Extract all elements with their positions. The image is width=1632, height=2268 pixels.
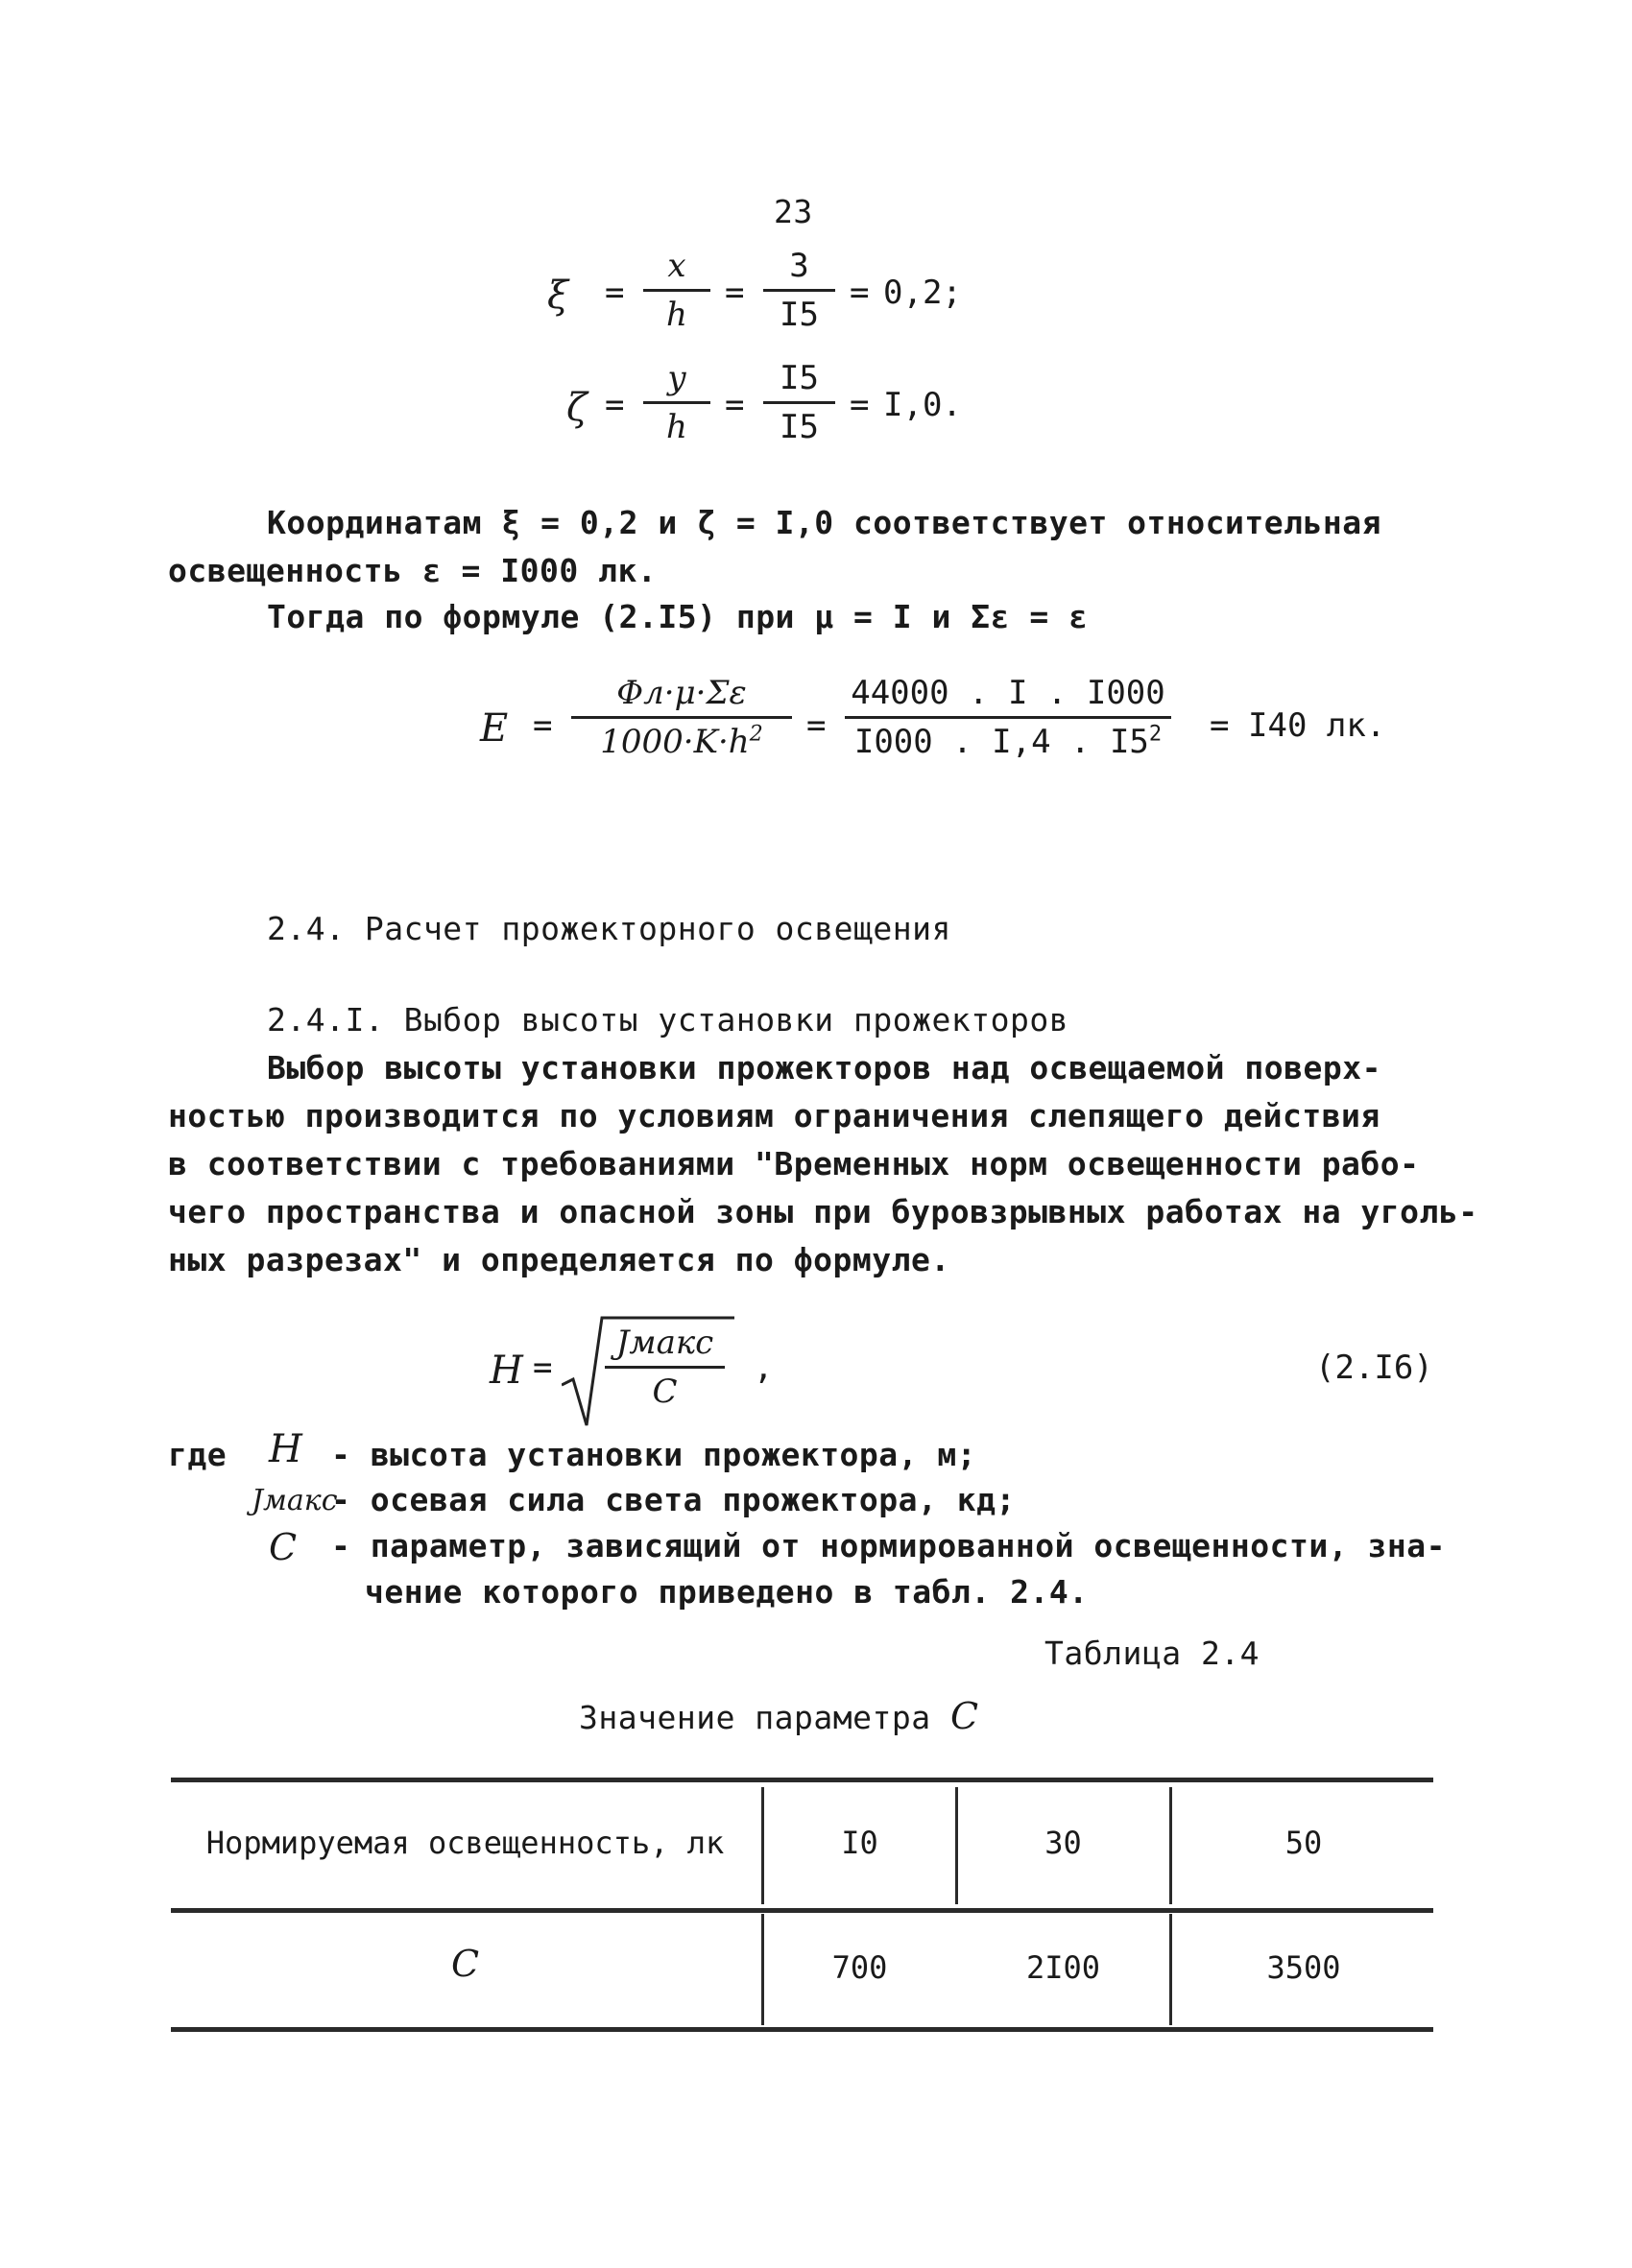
table-header-cell: I0 [841,1825,878,1861]
body-line-2: ностью производится по условиям ограничения слепящего действия [168,1097,1380,1134]
legend-text-C: - параметр, зависящий от нормированной освещенности, зна- [331,1527,1446,1564]
formula-H: H = Jмакс C , (2.I6) [490,1310,1450,1435]
body-line-4: чего пространства и опасной зоны при буровзрывных работах на уголь- [168,1193,1478,1230]
body-line-5: ных разрезах" и определяется по формуле. [168,1241,950,1278]
legend-symbol-H: H [269,1427,302,1471]
H-symbol: H [490,1349,523,1393]
legend-text-J: - осевая сила света прожектора, кд; [331,1481,1016,1518]
E-result: I40 лк. [1248,706,1386,745]
table-caption: Значение параметра C [579,1695,979,1737]
formula-label: (2.I6) [1315,1349,1433,1387]
legend-symbol-C: C [269,1526,298,1568]
legend-where: где [168,1436,228,1473]
body-line-1: Выбор высоты установки прожекторов над освещаемой поверх- [267,1049,1381,1086]
xi-fraction-2: 3 I5 [763,245,835,336]
xi-fraction-1: x h [643,245,710,336]
table-top-rule [171,1778,1433,1782]
eta-result: I,0. [883,386,962,424]
xi-symbol: ξ [547,274,569,318]
table-cell: 3500 [1266,1949,1341,1986]
then-line: Тогда по формуле (2.I5) при μ = I и Σε = ε [267,598,1089,635]
coord-line-2: освещенность ε = I000 лк. [168,552,658,589]
formula-xi: ξ = x h = 3 I5 = 0,2; [547,247,962,334]
table-header-cell: 50 [1284,1825,1323,1861]
body-line-3: в соответствии с требованиями "Временных норм освещенности рабо- [168,1145,1420,1182]
table-header-cell: 30 [1044,1825,1082,1861]
table-cell: 2I00 [1025,1949,1101,1986]
page-number: 23 [774,193,813,230]
table-bottom-rule [171,2027,1433,2032]
E-fraction-numeric: 44000 . I . I000 I000 . I,4 . $I5^2$ [845,672,1171,763]
E-symbol: E [480,706,509,751]
E-fraction-symbolic: Φл·μ·Σε $1000\cdot K\cdot h^2$ [571,672,792,763]
H-fraction: Jмакс C [605,1322,725,1413]
eta-fraction-2: I5 I5 [763,357,835,448]
table-cell: 700 [831,1949,888,1986]
eta-fraction-1: y h [643,357,710,448]
formula-eta: ζ = y h = I5 I5 = I,0. [566,359,962,446]
subsection-title: 2.4.I. Выбор высоты установки прожекторов [267,1001,1069,1039]
legend-text-H: - высота установки прожектора, м; [331,1436,977,1473]
table-row-label: C [450,1943,480,1985]
table-mid-rule [171,1908,1433,1913]
table-label: Таблица 2.4 [1044,1635,1260,1672]
section-title: 2.4. Расчет прожекторного освещения [267,910,951,947]
table-header-cell: Нормируемая освещенность, лк [205,1825,725,1861]
xi-result: 0,2; [883,274,962,312]
eta-symbol: ζ [566,386,588,430]
legend-continuation: чение которого приведено в табл. 2.4. [365,1573,1089,1611]
coord-line-1: Координатам ξ = 0,2 и ζ = I,0 соответствует относительная [267,504,1381,541]
caption-symbol: C [950,1695,979,1737]
legend-symbol-J: Jмакс [252,1484,338,1517]
formula-E: E = Φл·μ·Σε $1000\cdot K\cdot h^2$ = 44000 . I . I000 I000 . I,4 . $I5^2$ = I40 лк. [480,674,1386,761]
